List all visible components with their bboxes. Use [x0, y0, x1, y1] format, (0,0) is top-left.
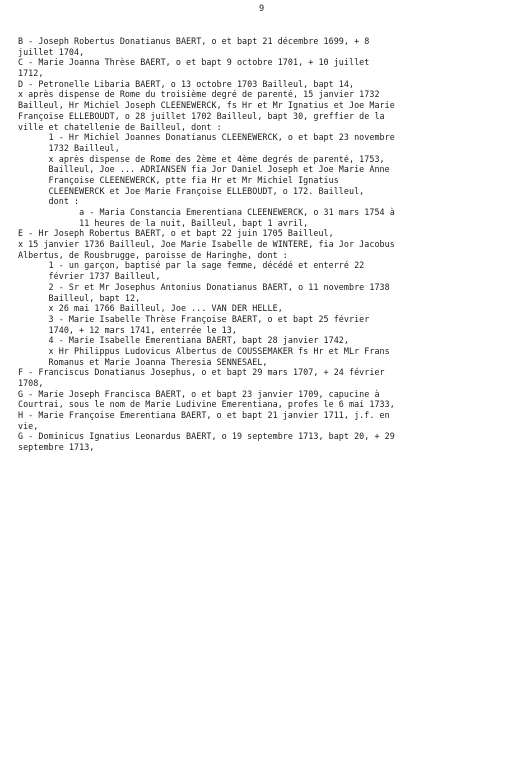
text-line: Bailleul, bapt 12,: [18, 292, 141, 303]
text-line: F - Franciscus Donatianus Josephus, o et bapt 29 mars 1707, + 24 février: [18, 367, 385, 378]
text-line: Françoise CLEENEWERCK, ptte fia Hr et Mr Michiel Ignatius: [18, 174, 339, 185]
text-line: x après dispense de Rome des 2ème et 4ème degrés de parenté, 1753,: [18, 153, 385, 164]
text-line: B - Joseph Robertus Donatianus BAERT, o et bapt 21 décembre 1699, + 8: [18, 36, 370, 46]
text-line: G - Marie Joseph Francisca BAERT, o et bapt 23 janvier 1709, capucine à: [18, 388, 380, 399]
text-line: D - Petronelle Libaria BAERT, o 13 octobre 1703 Bailleul, bapt 14,: [18, 78, 355, 89]
text-line: 1 - un garçon, baptisé par la sage femme, décédé et enterré 22: [18, 260, 365, 271]
text-line: H - Marie Françoise Emerentiana BAERT, o et bapt 21 janvier 1711, j.f. en: [18, 410, 390, 421]
genealogy-text: [18, 36, 518, 453]
text-line: x Hr Philippus Ludovicus Albertus de COUSSEMAKER fs Hr et MLr Frans: [18, 345, 390, 356]
text-line: x 26 mai 1766 Bailleul, Joe ... VAN DER HELLE,: [18, 303, 283, 314]
text-line: 1712,: [18, 68, 44, 79]
text-line: a - Maria Constancia Emerentiana CLEENEWERCK, o 31 mars 1754 à: [18, 207, 395, 217]
text-line: 1 - Hr Michiel Joannes Donatianus CLEENEWERCK, o et bapt 23 novembre: [18, 132, 395, 143]
text-line: ville et chatellenie de Bailleul, dont :: [18, 121, 222, 132]
text-line: dont :: [18, 196, 80, 207]
text-line: 1708,: [18, 378, 44, 388]
text-line: Courtrai, sous le nom de Marie Ludivine Emerentiana, profes le 6 mai 1733,: [18, 399, 395, 410]
text-line: x après dispense de Rome du troisième degré de parenté, 15 janvier 1732: [18, 89, 380, 100]
text-line: 3 - Marie Isabelle Thrèse Françoise BAERT, o et bapt 25 février: [18, 313, 370, 324]
text-line: G - Dominicus Ignatius Leonardus BAERT, o 19 septembre 1713, bapt 20, + 29: [18, 431, 395, 442]
text-line: 2 - Sr et Mr Josephus Antonius Donatianus BAERT, o 11 novembre 1738: [18, 281, 390, 292]
text-line: vie,: [18, 420, 39, 431]
text-line: C - Marie Joanna Thrèse BAERT, o et bapt 9 octobre 1701, + 10 juillet: [18, 57, 370, 68]
text-line: Romanus et Marie Joanna Theresia SENNESAEL,: [18, 356, 268, 367]
text-line: juillet 1704,: [18, 46, 85, 57]
page-number: 9: [258, 4, 265, 14]
text-line: Bailleul, Joe ... ADRIANSEN fia Jor Daniel Joseph et Joe Marie Anne: [18, 164, 390, 175]
text-line: CLEENEWERCK et Joe Marie Françoise ELLEBOUDT, o 172. Bailleul,: [18, 185, 365, 196]
text-line: Françoise ELLEBOUDT, o 28 juillet 1702 Bailleul, bapt 30, greffier de la: [18, 110, 385, 121]
text-line: 1740, + 12 mars 1741, enterrée le 13,: [18, 324, 237, 335]
text-line: Bailleul, Hr Michiel Joseph CLEENEWERCK, fs Hr et Mr Ignatius et Joe Marie: [18, 100, 395, 111]
text-line: 1732 Bailleul,: [18, 142, 120, 153]
text-line: x 15 janvier 1736 Bailleul, Joe Marie Isabelle de WINTERE, fia Jor Jacobus: [18, 239, 395, 250]
text-line: Albertus, de Rousbrugge, paroisse de Haringhe, dont :: [18, 249, 288, 260]
text-line: 4 - Marie Isabelle Emerentiana BAERT, bapt 28 janvier 1742,: [18, 335, 349, 346]
text-line: février 1737 Bailleul,: [18, 271, 161, 282]
text-line: E - Hr Joseph Robertus BAERT, o et bapt 22 juin 1705 Bailleul,: [18, 228, 334, 239]
text-line: septembre 1713,: [18, 442, 95, 453]
text-line: 11 heures de la nuit, Bailleul, bapt 1 avril,: [18, 217, 309, 228]
